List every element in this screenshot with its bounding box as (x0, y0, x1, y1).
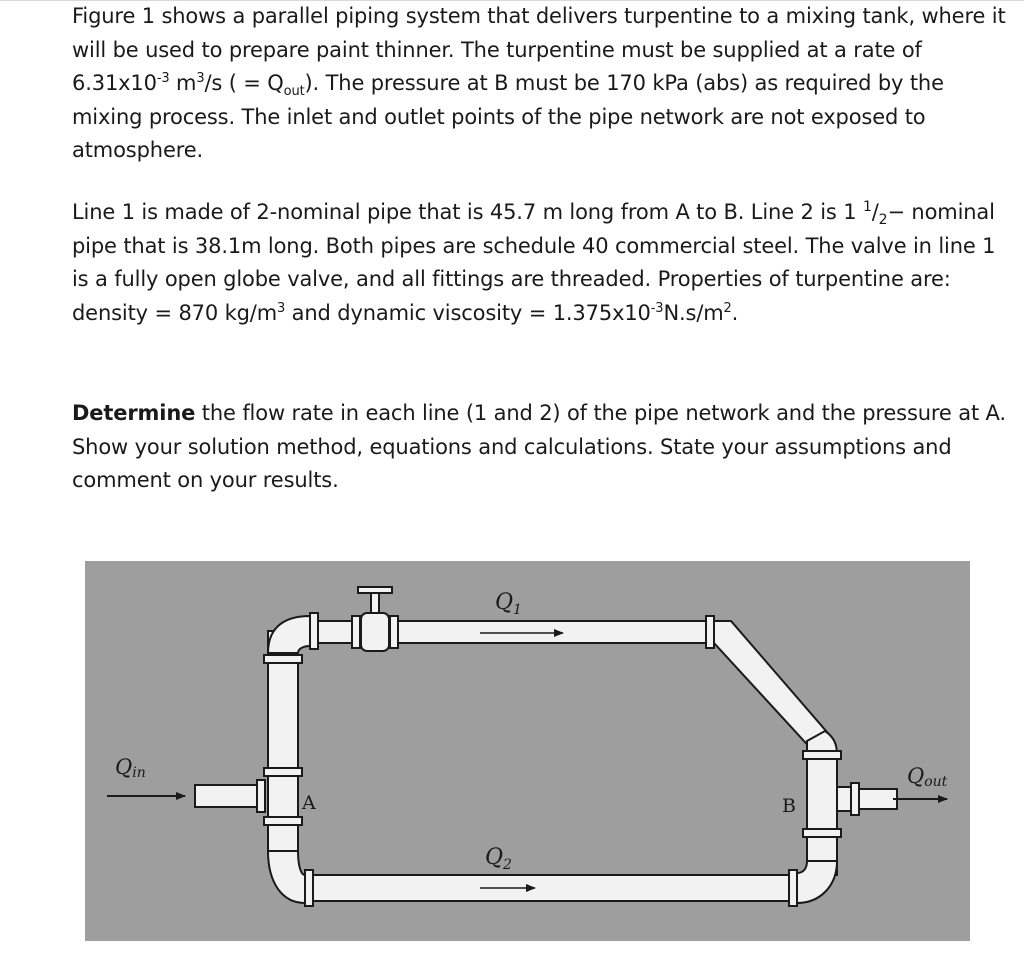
p2-exponent-a: 3 (277, 300, 286, 316)
outlet-pipe (859, 789, 897, 809)
p2-text-e: . (731, 300, 739, 325)
q1-label: $Q_1$ (495, 590, 522, 618)
outlet-tee (837, 787, 851, 811)
p1-text-b: m (169, 71, 197, 95)
qin-label: Qin (115, 755, 146, 781)
p2-fraction-denominator: 2 (878, 212, 888, 229)
parallel-piping-figure (85, 561, 970, 941)
p2-exponent-b: -3 (650, 300, 664, 316)
right-vertical-pipe (807, 757, 837, 875)
p2-fraction-numerator: 1 (862, 199, 872, 215)
p3-text: the flow rate in each line (1 and 2) of the pipe network and the pressure at A. Show your solution method, equations and calculations. State your assumptions and comment on your results. (72, 401, 1006, 492)
p1-text-d: ). The pressure at B must be 170 kPa (abs) as required by the mixing process. The inlet and outlet points of the pipe network are not exposed to atmosphere. (72, 71, 944, 162)
p2-text-c: and dynamic viscosity = 1.375x10 (285, 300, 651, 325)
p1-exponent-a: -3 (156, 71, 170, 86)
point-b-label: B (782, 795, 796, 817)
p1-text-c: /s ( = Q (204, 71, 284, 95)
globe-valve-stem (371, 591, 379, 613)
line-2-pipe (313, 875, 789, 901)
p2-fraction-slash: / (871, 200, 879, 224)
globe-valve-handwheel (358, 587, 392, 593)
p1-subscript: out (283, 84, 305, 100)
problem-paragraph-3 (72, 397, 1007, 498)
inlet-fitting (257, 780, 265, 812)
p2-exponent-c: 2 (723, 300, 732, 316)
p2-text-b: − nominal pipe that is 38.1m long. Both pipes are schedule 40 commercial steel. The valve in line 1 is a fully open globe valve, and all fittings are threaded. Properties of turpentine are: density = 870 kg/m (72, 200, 996, 325)
p1-text-a: Figure 1 shows a parallel piping system that delivers turpentine to a mixing tank, where it will be used to prepare paint thinner. The turpentine must be supplied at a rate of 6.31x10 (72, 4, 1006, 95)
q2-label: $Q_2$ (485, 845, 512, 873)
problem-paragraph-1 (72, 0, 1007, 168)
problem-paragraph-2 (72, 196, 1007, 330)
point-a-label: A (302, 792, 316, 814)
qout-label: Qout (907, 764, 948, 790)
p1-exponent-b: 3 (196, 71, 205, 86)
inlet-pipe (195, 785, 257, 807)
p2-text-d: N.s/m (663, 300, 724, 325)
p2-text-a: Line 1 is made of 2-nominal pipe that is 45.7 m long from A to B. Line 2 is 1 (72, 200, 863, 224)
determine-keyword: Determine (72, 401, 196, 425)
globe-valve-body (361, 613, 389, 651)
